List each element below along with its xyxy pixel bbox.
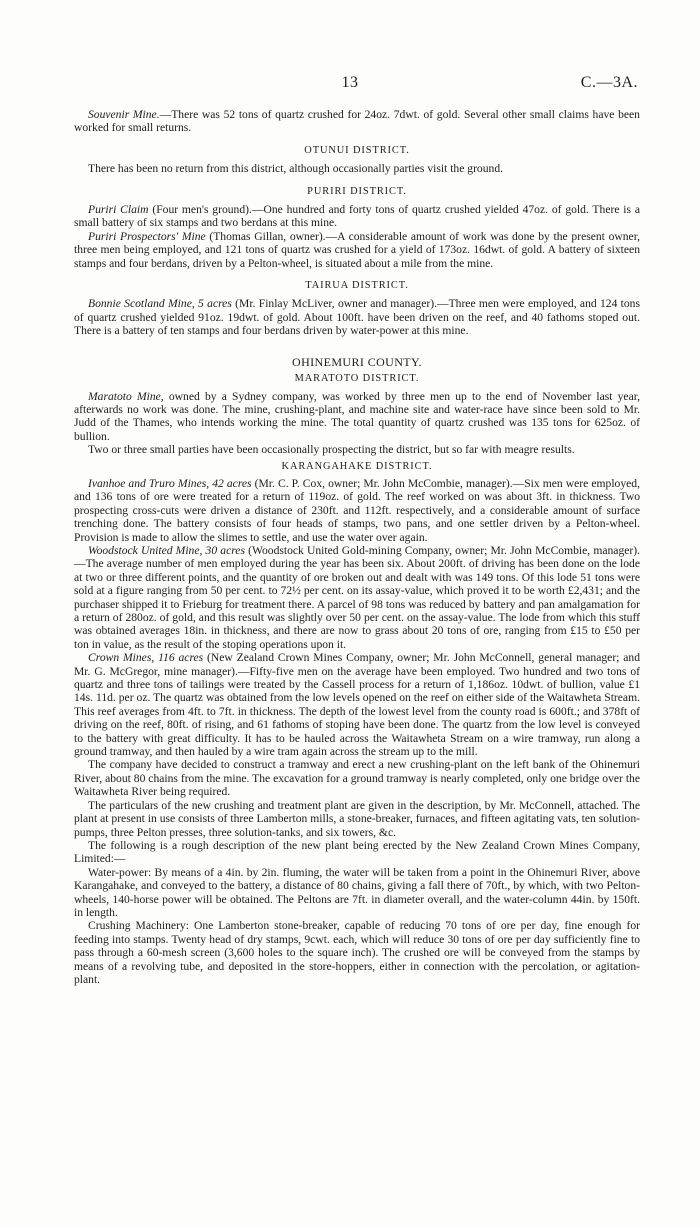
paragraph	[74, 390, 640, 444]
paragraph-text: Crushing Machinery: One Lamberton stone-breaker, capable of reducing 70 tons of ore per day, fine enough for feeding into stamps. Twenty head of dry stamps, 9cwt. each, which will reduce 30 tons of ore per day sufficiently fine to pass through a 60-mesh screen (3,600 holes to the square inch). The crushed ore will be conveyed from the stamps by means of a revolving tube, and deposited in the store-hoppers, either in connection with the percolation, or agitation-plant.	[74, 919, 640, 986]
paragraph-text: Two or three small parties have been occasionally prospecting the district, but so far with meagre results.	[88, 443, 575, 457]
mine-name: Souvenir Mine.	[88, 108, 160, 121]
page-number: 13	[341, 74, 359, 91]
document-code: C.—3A.	[580, 74, 638, 91]
paragraph	[74, 162, 640, 175]
paragraph-text: The particulars of the new crushing and treatment plant are given in the description, by Mr. McConnell, attached. The plant at present in use consists of three Lamberton mills, a stone-breaker, furnaces, and fifteen agitating vats, ten solution-pumps, three Pelton presses, three solution-tanks, and six towers, &c.	[74, 798, 640, 839]
paragraph	[74, 799, 640, 839]
district-heading: PURIRI DISTRICT.	[307, 185, 407, 197]
mine-name: Crown Mines, 116 acres	[88, 651, 204, 665]
district-heading: MARATOTO DISTRICT.	[294, 373, 420, 385]
mine-name: Puriri Prospectors' Mine	[88, 229, 206, 243]
paragraph	[74, 758, 640, 798]
paragraph-text: There has been no return from this district, although occasionally parties visit the ground.	[88, 162, 504, 176]
district-heading: OTUNUI DISTRICT.	[304, 144, 410, 156]
paragraph	[74, 230, 640, 270]
paragraph	[74, 203, 640, 230]
paragraph	[74, 919, 640, 986]
paragraph-text: (Thomas Gillan, owner).—A considerable amount of work was done by the present owner, three men being employed, and 121 tons of quartz was crushed for a yield of 173oz. 16dwt. of gold. A battery of sixteen stamps and four berdans, driven by a Pelton-wheel, is situated about a mile from the mine.	[74, 229, 640, 270]
paragraph-text: (New Zealand Crown Mines Company, owner; Mr. John McConnell, general manager; and Mr. G. McGregor, mine manager).—Fifty-five men on the average have been employed. Two hundred and two tons of quartz and three tons of tailings were treated by the Cassell process for a return of 1,186oz. 10dwt. of bullion, value £1 14s. 11d. per oz. The quartz was obtained from the low levels opened on the reef on either side of the Waitawheta Stream. This reef averages from 4ft. to 7ft. in thickness. The depth of the lowest level from the county road is 600ft.; and 378ft of driving on the reef, 80ft. of rising, and 61 fathoms of stoping have been done. The quartz from the low level is conveyed to the battery with great difficulty. It has to be hauled across the Waitawheta Stream on a wire tramway, run along a ground tramway, and then hauled by a wire tram again across the stream up to the mill.	[74, 651, 641, 759]
paragraph-text: —There was 52 tons of quartz crushed for 24oz. 7dwt. of gold. Several other small claims have been worked for small returns.	[74, 108, 640, 135]
paragraph-text: The company have decided to construct a tramway and erect a new crushing-plant on the left bank of the Ohinemuri River, about 80 chains from the mine. The excavation for a ground tramway is nearly completed, only one bridge over the Waitawheta River being required.	[74, 758, 640, 799]
paragraph	[74, 108, 640, 135]
paragraph-text: The following is a rough description of the new plant being erected by the New Zealand Crown Mines Company, Limited:—	[74, 838, 640, 866]
district-heading: KARANGAHAKE DISTRICT.	[281, 460, 433, 472]
paragraph	[74, 651, 640, 758]
paragraph-text: owned by a Sydney company, was worked by three men up to the end of November last year, afterwards no work was done. The mine, crushing-plant, and machine site and water-race have since been sold to Mr. Judd of the Thames, who intends working the mine. The total quantity of quartz crushed was 135 tons for 625oz. of bullion.	[74, 389, 641, 443]
district-heading: TAIRUA DISTRICT.	[305, 280, 409, 292]
paragraph	[74, 866, 640, 920]
paragraph	[74, 544, 640, 651]
mine-name: Ivanhoe and Truro Mines, 42 acres	[88, 476, 252, 490]
paragraph-text: (Mr. C. P. Cox, owner; Mr. John McCombie, manager).—Six men were employed, and 136 tons of ore were treated for a return of 119oz. of gold. The reef worked on was about 3ft. in thickness. Two prospecting cross-cuts were driven a distance of 230ft. and 112ft. respectively, and a considerable amount of surface trenching done. The battery consists of four heads of stamps, two pans, and one settler driven by a Pelton-wheel. Provision is made to allow the slimes to settle, and use the water over again.	[74, 476, 640, 544]
paragraph-text: Water-power: By means of a 4in. by 2in. fluming, the water will be taken from a point in the Ohinemuri River, above Karangahake, and conveyed to the battery, a distance of 80 chains, giving a fall there of 70ft., by which, with two Pelton-wheels, 140-horse power will be obtained. The Peltons are 7ft. in diameter overall, and the water-column 44in. by 150ft. in length.	[74, 865, 640, 919]
mine-name: Woodstock United Mine, 30 acres	[88, 543, 245, 557]
paragraph-text: (Mr. Finlay McLiver, owner and manager).—Three men were employed, and 124 tons of quartz crushed yielded 91oz. 19dwt. of gold. About 100ft. have been driven on the reef, and 40 fathoms stoped out. There is a battery of ten stamps and four berdans driven by water-power at this mine.	[74, 297, 640, 338]
paragraph-text: (Woodstock United Gold-mining Company, owner; Mr. John McCombie, manager).—The average number of men employed during the year has been six. About 200ft. of driving has been done on the lode at two or three different points, and the quantity of ore broken out and dealt with was 149 tons. Of this lode 51 tons were sold at a figure ranging from 50 per cent. to 72½ per cent. on its assay-value, which proved it to be worth £2,431; and the purchaser shipped it to Frieburg for treatment there. A parcel of 98 tons was reduced by battery and pan amalgamation for a return of 280oz. of gold, and this result was slightly over 50 per cent. on the assay-value. The lode from which this stuff was obtained averages 18in. in thickness, and there are now to grass about 20 tons of ore, ranging from £15 to £50 per ton in value, as the result of the stoping operations upon it.	[74, 543, 641, 651]
county-heading: OHINEMURI COUNTY.	[292, 354, 422, 369]
mine-name: Puriri Claim	[88, 203, 149, 217]
report-body	[74, 108, 640, 986]
paragraph	[74, 297, 640, 337]
paragraph	[74, 839, 640, 866]
paragraph-text: (Four men's ground).—One hundred and forty tons of quartz crushed yielded 47oz. of gold. There is a small battery of six stamps and two berdans at this mine.	[74, 203, 640, 230]
mine-name: Maratoto Mine,	[88, 389, 164, 403]
paragraph	[74, 477, 640, 544]
mine-name: Bonnie Scotland Mine, 5 acres	[88, 297, 232, 311]
paragraph	[74, 443, 640, 456]
